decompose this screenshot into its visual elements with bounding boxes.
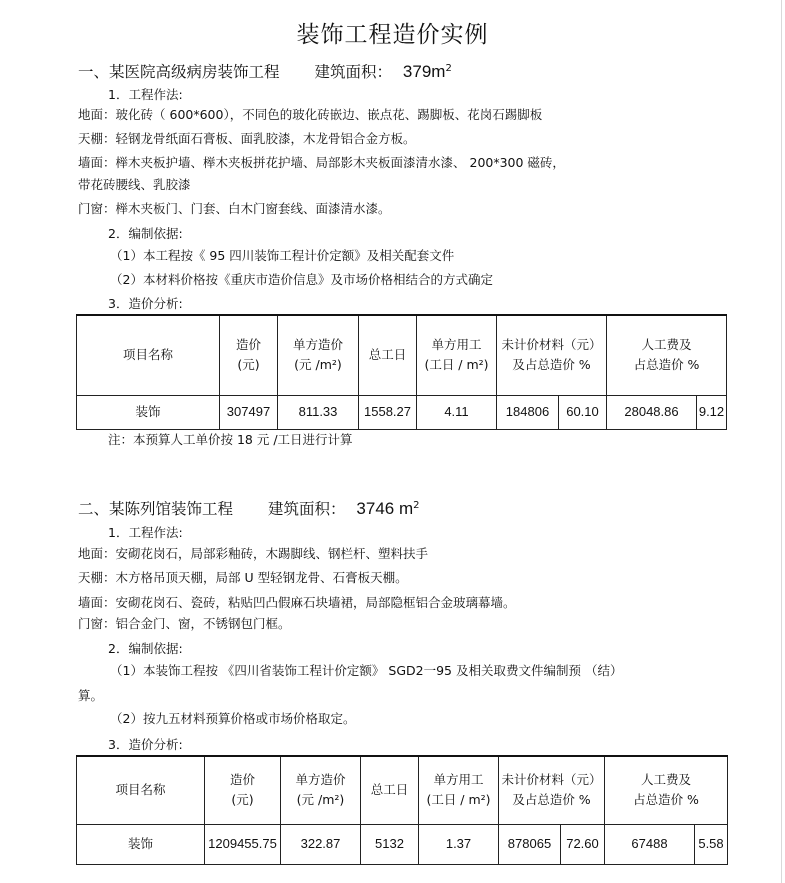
project-1-area-sup: 2 [445, 62, 452, 74]
project-1-analysis-title: 3．造价分析: [108, 296, 183, 311]
method-text: 玻化砖（ 600*600），不同色的玻化砖嵌边、嵌点花、踢脚板、花岗石踢脚板 [115, 107, 543, 122]
method-text: 安砌花岗石、瓷砖，粘贴凹凸假麻石块墙裙，局部隐框铝合金玻璃幕墙。 [115, 595, 516, 610]
project-2-basis-2: （2）按九五材料预算价格或市场价格取定。 [110, 711, 356, 726]
cell-total-days: 5132 [361, 824, 419, 864]
method-label: 门窗： [78, 201, 116, 216]
project-1-heading: 一、某医院高级病房装饰工程 [78, 63, 280, 81]
project-2-method-wall [78, 595, 516, 611]
cell-unit-days: 1.37 [419, 824, 499, 864]
project-2-basis-1: （1）本装饰工程按 《四川省装饰工程计价定额》 SGD2一95 及相关取费文件编制预 （结） [110, 663, 623, 678]
project-2-method-doors [78, 616, 291, 632]
col-project-name: 项目名称 [77, 756, 205, 824]
cell-material-pct: 60.10 [559, 395, 607, 429]
table-header-row [77, 315, 727, 395]
method-text: 榉木夹板门、门套、白木门窗套线、面漆清水漆。 [115, 201, 391, 216]
method-text: 铝合金门、窗，不锈钢包门框。 [115, 616, 291, 631]
col-total-days: 总工日 [361, 756, 419, 824]
cell-cost: 307497 [220, 395, 278, 429]
cell-material: 184806 [497, 395, 559, 429]
project-1-area-value: 379m [402, 62, 446, 81]
col-unit-days: 单方用工 (工日 / m²) [419, 756, 499, 824]
project-1-basis-2: （2）本材料价格按《重庆市造价信息》及市场价格相结合的方式确定 [110, 272, 493, 287]
project-1-method-wall-cont [78, 177, 191, 193]
col-labor: 人工费及 占总造价 % [607, 315, 727, 395]
project-1-basis-1: （1）本工程按《 95 四川装饰工程计价定额》及相关配套文件 [110, 248, 455, 263]
project-1-method-ceiling [78, 131, 416, 147]
project-2-heading: 二、某陈列馆装饰工程 [78, 500, 234, 518]
cell-name: 装饰 [77, 395, 220, 429]
project-2-method-title: 1．工程作法: [108, 525, 183, 540]
cell-labor: 28048.86 [607, 395, 697, 429]
cell-unit-days: 4.11 [417, 395, 497, 429]
project-2-basis-title: 2．编制依据: [108, 641, 183, 656]
cell-labor-pct: 5.58 [695, 824, 728, 864]
col-cost: 造价 (元) [205, 756, 281, 824]
method-text: 带花砖腰线、乳胶漆 [78, 177, 191, 192]
method-text: 榉木夹板护墙、榉木夹板拼花护墙、局部影木夹板面漆清水漆、 200*300 磁砖， [115, 155, 565, 170]
project-2-method-ceiling [78, 570, 408, 586]
project-1-note: 注：本预算人工单价按 18 元 /工日进行计算 [108, 432, 353, 447]
cell-labor: 67488 [605, 824, 695, 864]
method-label: 地面： [78, 546, 116, 561]
col-unit-days: 单方用工 (工日 / m²) [417, 315, 497, 395]
col-cost: 造价 (元) [220, 315, 278, 395]
cell-cost: 1209455.75 [205, 824, 281, 864]
method-label: 天棚： [78, 131, 116, 146]
cell-labor-pct: 9.12 [697, 395, 727, 429]
project-2-area-value: 3746 m [356, 499, 414, 518]
cell-total-days: 1558.27 [359, 395, 417, 429]
cell-material: 878065 [499, 824, 561, 864]
project-2-area-label: 建筑面积： [267, 500, 346, 518]
project-1-cost-table [76, 314, 727, 430]
method-label: 地面： [78, 107, 116, 122]
project-2-analysis-title: 3．造价分析: [108, 737, 183, 752]
project-2-cost-table [76, 755, 728, 865]
project-1-method-floor [78, 107, 542, 123]
table-row [77, 395, 727, 429]
method-label: 天棚： [78, 570, 116, 585]
project-1-method-wall [78, 155, 565, 171]
project-1-method-title: 1．工程作法: [108, 87, 183, 102]
document-title: 装饰工程造价实例 [296, 22, 489, 48]
table-row [77, 824, 728, 864]
page-edge [781, 0, 782, 883]
table-header-row [77, 756, 728, 824]
cell-unit-cost: 322.87 [281, 824, 361, 864]
project-1-basis-title: 2．编制依据: [108, 226, 183, 241]
cell-name: 装饰 [77, 824, 205, 864]
method-text: 安砌花岗石，局部彩釉砖，木踢脚线、钢栏杆、塑料扶手 [115, 546, 429, 561]
project-2-heading-row [78, 497, 419, 519]
project-2-basis-1-cont: 算。 [78, 688, 104, 703]
col-material: 未计价材料（元） 及占总造价 % [497, 315, 607, 395]
method-label: 墙面： [78, 155, 116, 170]
cell-material-pct: 72.60 [561, 824, 605, 864]
method-label: 墙面： [78, 595, 116, 610]
col-project-name: 项目名称 [77, 315, 220, 395]
cell-unit-cost: 811.33 [278, 395, 359, 429]
col-material: 未计价材料（元） 及占总造价 % [499, 756, 605, 824]
project-1-area-label: 建筑面积： [314, 63, 392, 81]
project-1-method-doors [78, 201, 391, 217]
method-text: 木方格吊顶天棚，局部 U 型轻钢龙骨、石膏板天棚。 [115, 570, 408, 585]
col-total-days: 总工日 [359, 315, 417, 395]
col-unit-cost: 单方造价 (元 /m²) [281, 756, 361, 824]
project-1-heading-row [78, 60, 452, 82]
method-label: 门窗： [78, 616, 116, 631]
method-text: 轻钢龙骨纸面石膏板、面乳胶漆，木龙骨铝合金方板。 [115, 131, 416, 146]
project-2-area-sup: 2 [413, 499, 420, 511]
col-unit-cost: 单方造价 (元 /m²) [278, 315, 359, 395]
project-2-method-floor [78, 546, 428, 562]
col-labor: 人工费及 占总造价 % [605, 756, 728, 824]
